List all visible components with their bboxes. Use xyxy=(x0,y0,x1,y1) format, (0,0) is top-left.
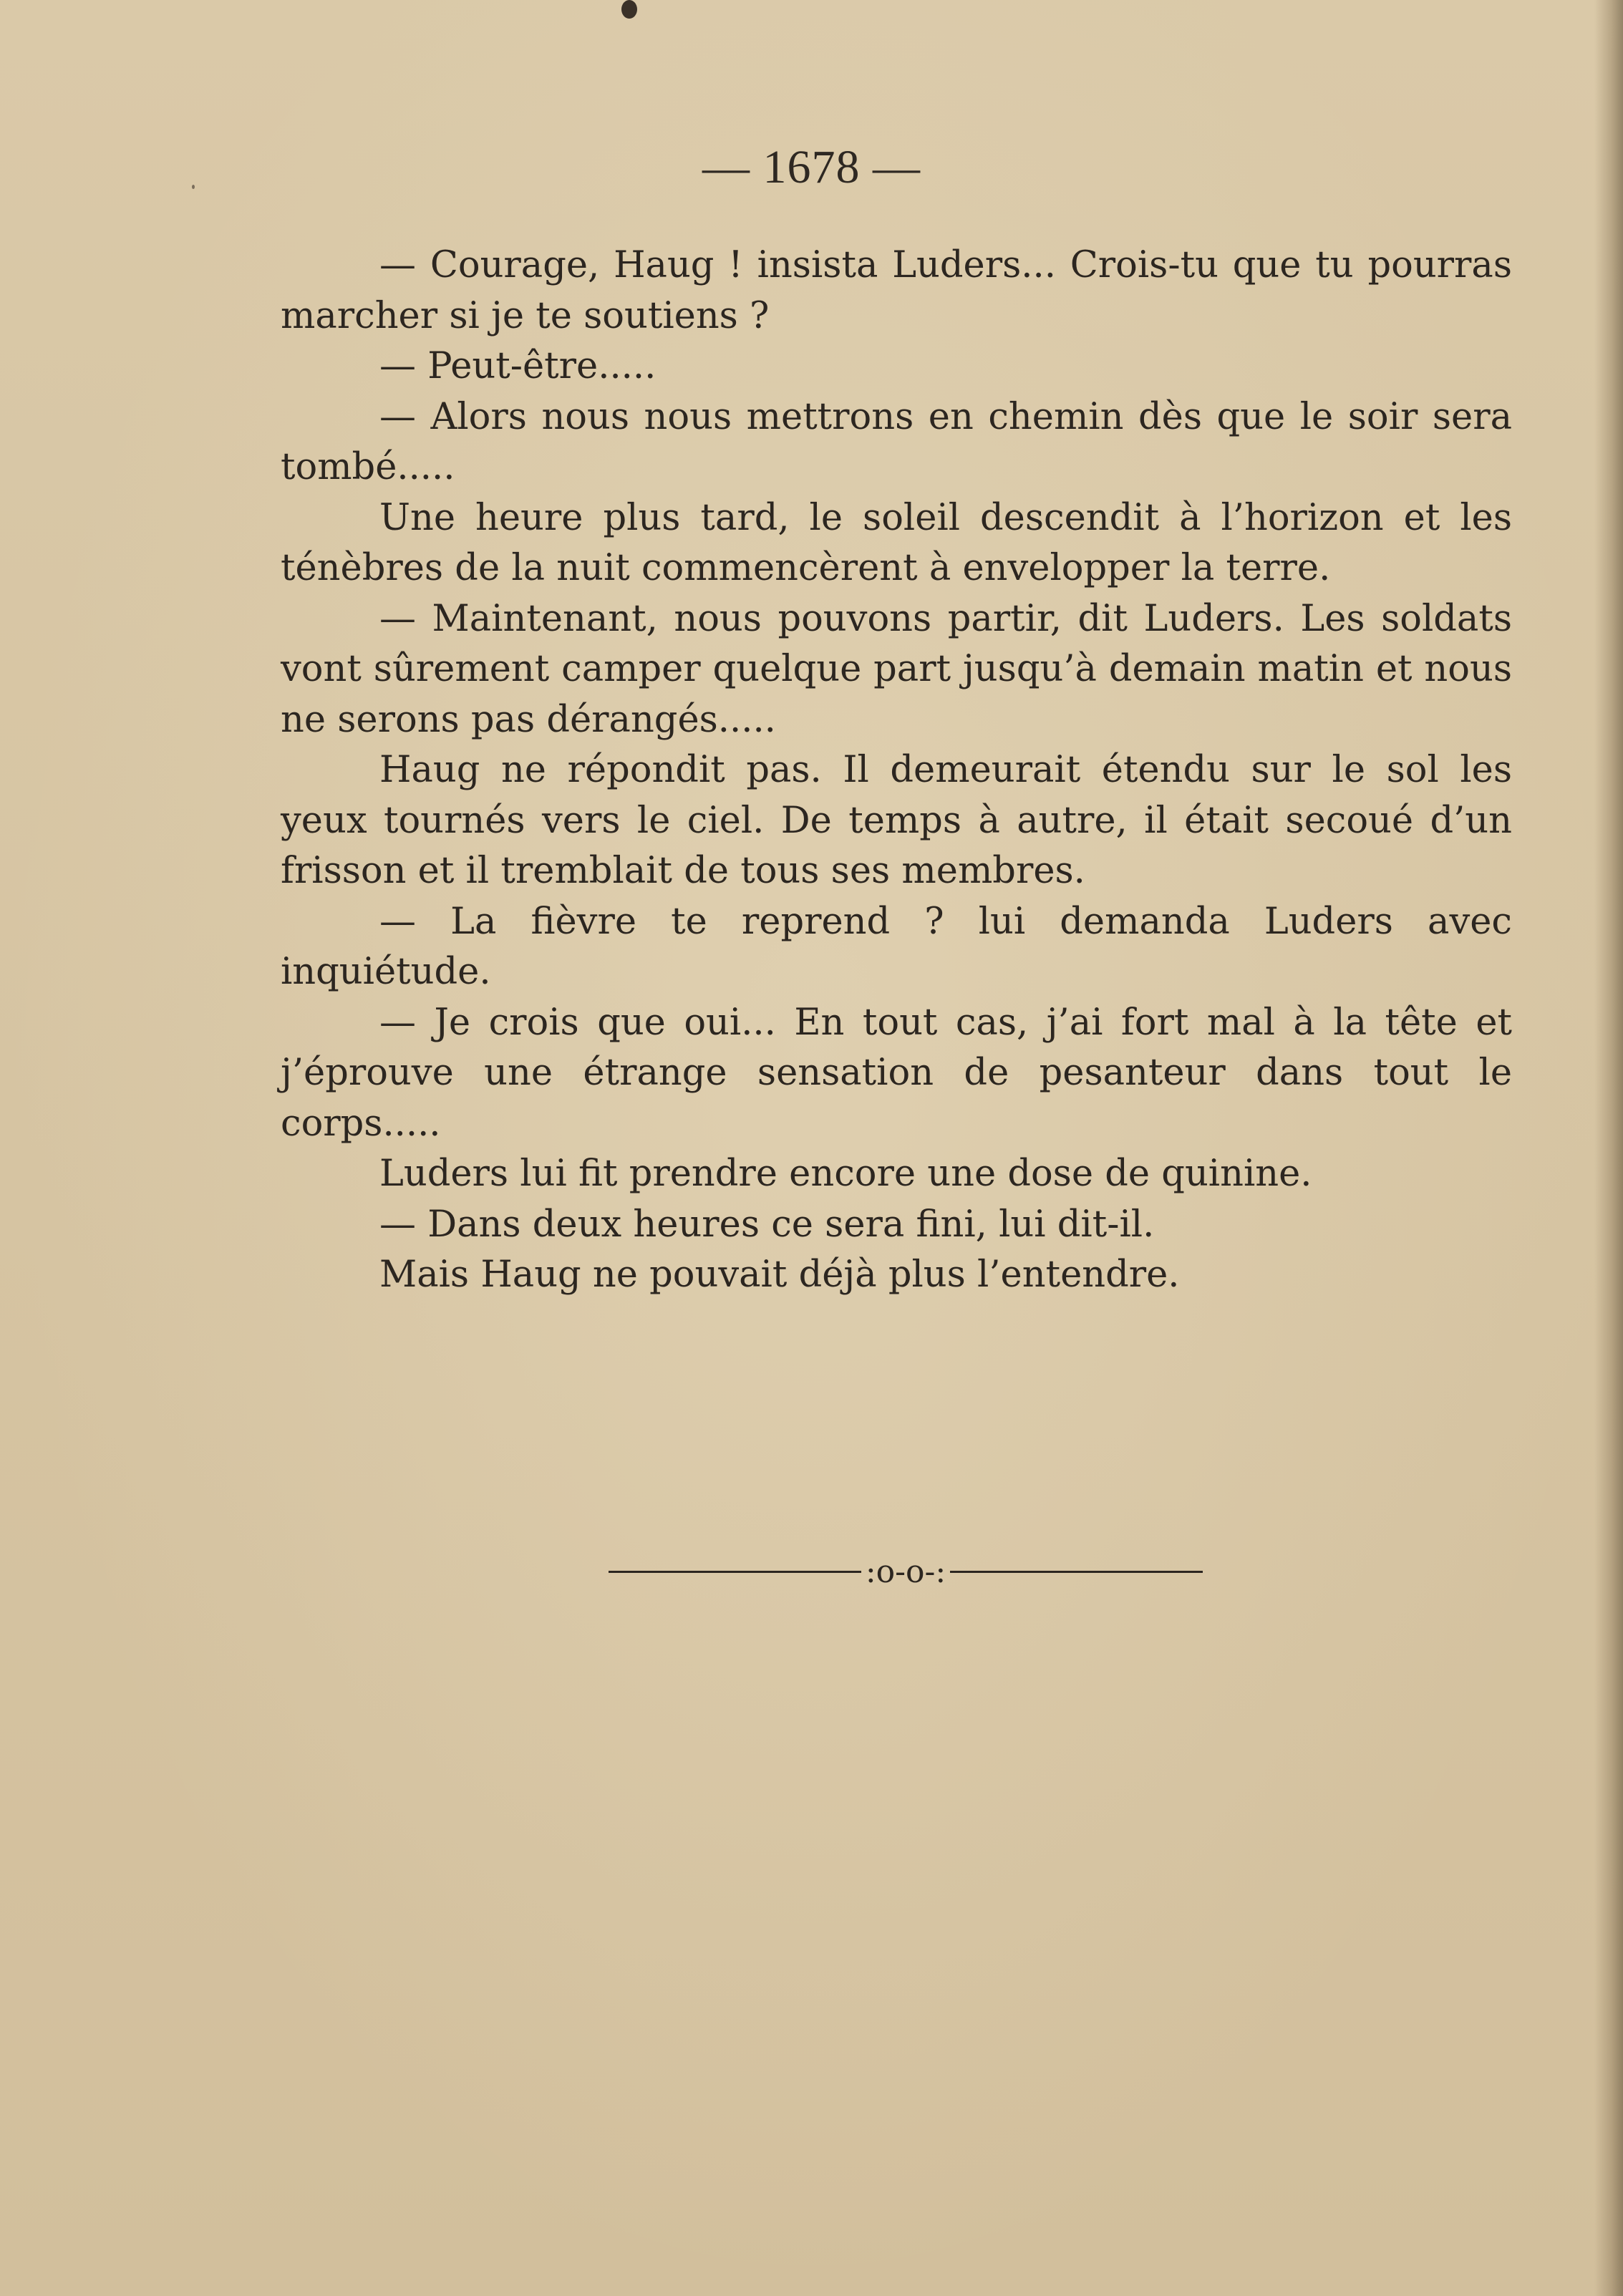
paragraph: — Je crois que oui... En tout cas, j’ai fort mal à la tête et j’éprouve une étrange sensation de pesanteur dans tout le corps..... xyxy=(281,1001,1512,1145)
section-separator xyxy=(609,1546,1203,1597)
paragraph: — Peut-être..... xyxy=(379,345,657,387)
paragraph: Luders lui fit prendre encore une dose de quinine. xyxy=(379,1153,1312,1195)
page-number: — 1678 — xyxy=(702,141,921,193)
paragraph: Mais Haug ne pouvait déjà plus l’entendre. xyxy=(379,1254,1180,1296)
paragraph: — Dans deux heures ce sera fini, lui dit-il. xyxy=(379,1203,1155,1246)
page-edge-shadow xyxy=(1594,0,1623,2296)
separator-line-right xyxy=(950,1571,1203,1573)
paragraph: — Courage, Haug ! insista Luders... Crois-tu que tu pourras marcher si je te soutiens ? xyxy=(281,244,1512,337)
paragraph: Une heure plus tard, le soleil descendit à l’horizon et les ténèbres de la nuit commencèrent à envelopper la terre. xyxy=(281,496,1512,589)
ink-speck xyxy=(621,0,637,19)
body-text xyxy=(281,241,1512,1301)
paragraph: — Maintenant, nous pouvons partir, dit Luders. Les soldats vont sûrement camper quelque part jusqu’à demain matin et nous ne serons pas dérangés..... xyxy=(281,597,1512,741)
separator-ornament: :o-o-: xyxy=(865,1553,946,1590)
separator-line-left xyxy=(609,1571,861,1573)
paragraph: Haug ne répondit pas. Il demeurait étendu sur le sol les yeux tournés vers le ciel. De temps à autre, il était secoué d’un frisson et il tremblait de tous ses membres. xyxy=(281,749,1512,892)
paragraph: — La fièvre te reprend ? lui demanda Luders avec inquiétude. xyxy=(281,900,1512,993)
paragraph: — Alors nous nous mettrons en chemin dès que le soir sera tombé..... xyxy=(281,395,1512,488)
